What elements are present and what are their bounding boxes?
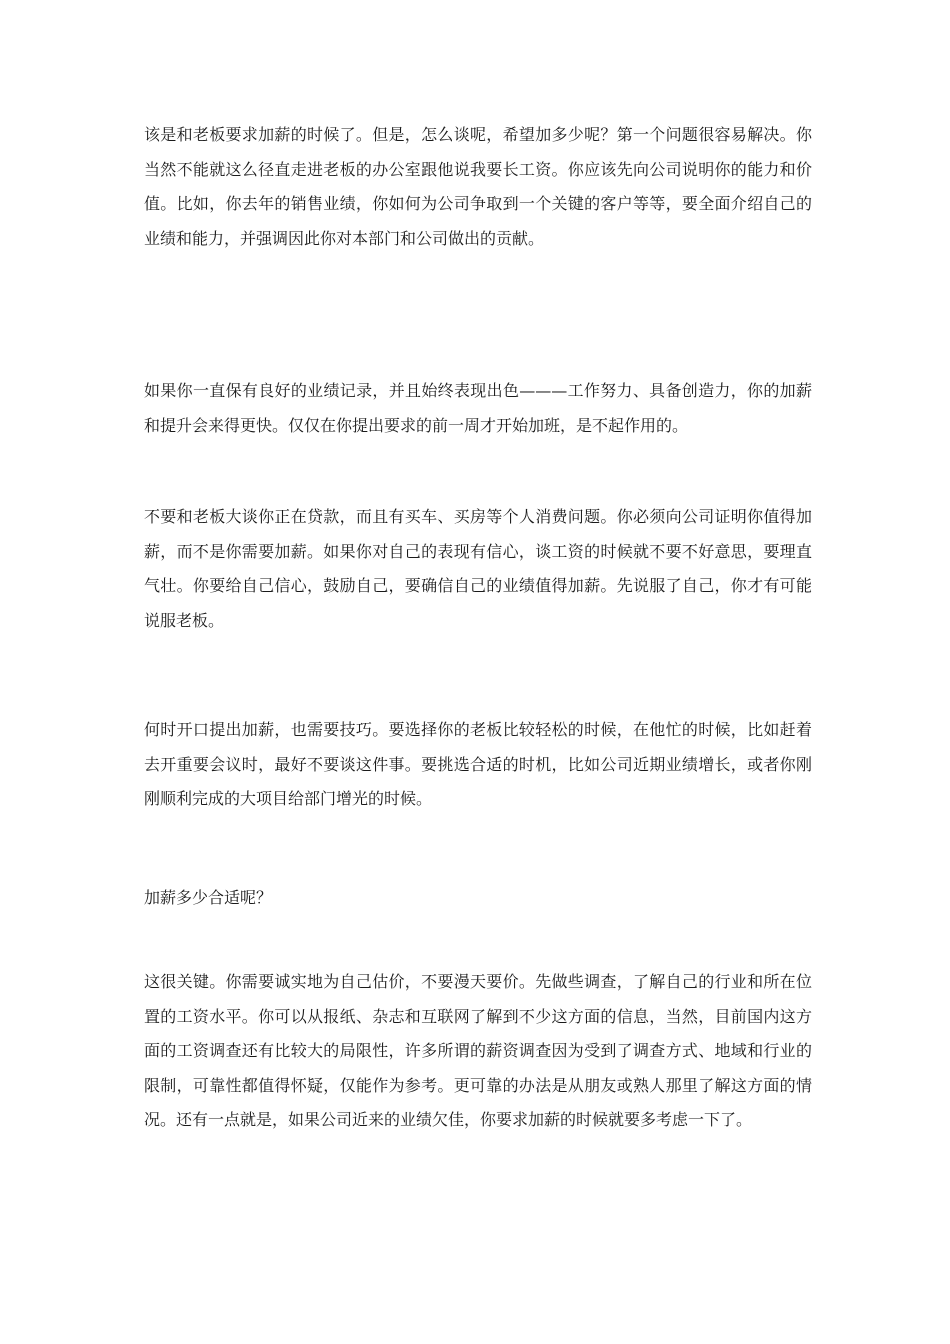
paragraph-performance-record: 如果你一直保有良好的业绩记录，并且始终表现出色———工作努力、具备创造力，你的加薪和提升会来得更快。仅仅在你提出要求的前一周才开始加班，是不起作用的。 xyxy=(144,381,812,435)
paragraph-how-much: 这很关键。你需要诚实地为自己估价，不要漫天要价。先做些调查，了解自己的行业和所在位置的工资水平。你可以从报纸、杂志和互联网了解到不少这方面的信息，当然，目前国内这方面的工资调查还有比较大的局限性，许多所谓的薪资调查因为受到了调查方式、地域和行业的限制，可靠性都值得怀疑，仅能作为参考。更可靠的办法是从朋友或熟人那里了解这方面的情况。还有一点就是，如果公司近来的业绩欠佳，你要求加薪的时候就要多考虑一下了。 xyxy=(144,972,812,1129)
paragraph-prove-worth: 不要和老板大谈你正在贷款，而且有买车、买房等个人消费问题。你必须向公司证明你值得加薪，而不是你需要加薪。如果你对自己的表现有信心，谈工资的时候就不要不好意思，要理直气壮。你要给自己信心，鼓励自己，要确信自己的业绩值得加薪。先说服了自己，你才有可能说服老板。 xyxy=(144,507,812,630)
paragraph-timing: 何时开口提出加薪，也需要技巧。要选择你的老板比较轻松的时候，在他忙的时候，比如赶着去开重要会议时，最好不要谈这件事。要挑选合适的时机，比如公司近期业绩增长，或者你刚刚顺利完成的大项目给部门增光的时候。 xyxy=(144,720,812,808)
paragraph-question-heading: 加薪多少合适呢？ xyxy=(144,888,273,907)
paragraph-intro: 该是和老板要求加薪的时候了。但是，怎么谈呢，希望加多少呢？第一个问题很容易解决。你当然不能就这么径直走进老板的办公室跟他说我要长工资。你应该先向公司说明你的能力和价值。比如，你去年的销售业绩，你如何为公司争取到一个关键的客户等等，要全面介绍自己的业绩和能力，并强调因此你对本部门和公司做出的贡献。 xyxy=(144,125,812,248)
